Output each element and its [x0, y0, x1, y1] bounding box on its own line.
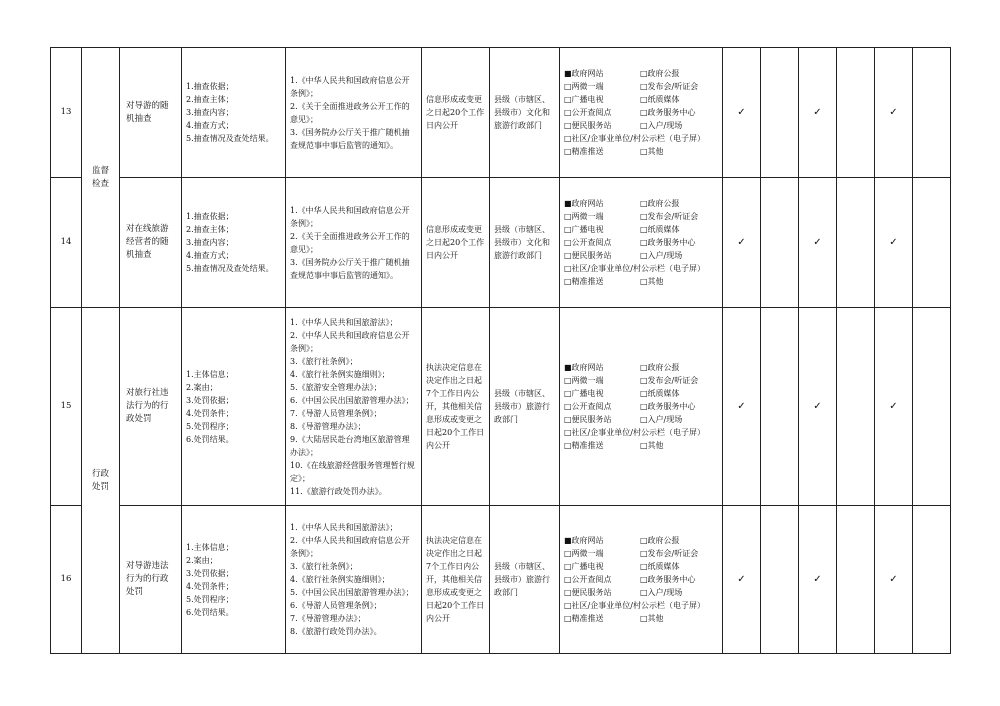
list-entry: 1.抽查依据； [186, 82, 234, 91]
time-limit: 信息形成或变更之日起20个工作日内公开 [422, 178, 490, 308]
category-label: 行政处罚 [91, 468, 109, 492]
list-entry: 4.《旅行社条例实施细则》； [290, 575, 390, 584]
channel-option: ■政府网站 [564, 363, 604, 372]
subject: 县级（市辖区、县级市）文化和旅游行政部门 [490, 178, 560, 308]
list-entry: 5.处罚程序； [186, 421, 234, 431]
list-entry: 1.主体信息； [186, 542, 234, 552]
list-entry: 3.处罚依据； [186, 395, 234, 405]
table-row [51, 506, 951, 654]
check-cell [913, 308, 951, 506]
channel-option: □广播电视 [564, 562, 604, 571]
channel-option: □入户/现场 [640, 415, 683, 424]
list-entry: 2.《中华人民共和国政府信息公开条例》； [290, 536, 410, 558]
list-entry: 4.处罚条件； [186, 581, 234, 591]
row-number: 15 [51, 308, 82, 506]
content-list [182, 48, 286, 178]
channel-option: □便民服务站 [564, 415, 612, 424]
channel-grid [560, 67, 722, 158]
category-cell [82, 308, 120, 654]
channel-option: □公开查阅点 [564, 108, 612, 117]
list-entry: 3.《旅行社条例》； [290, 562, 358, 571]
list-entry: 7.《导游管理办法》； [290, 614, 366, 623]
subject: 县级（市辖区、县级市）旅游行政部门 [490, 506, 560, 654]
channel-grid [560, 534, 722, 625]
list-entry: 4.抽查方式； [186, 251, 234, 260]
check-cell [913, 178, 951, 308]
channel-option: □政务服务中心 [640, 575, 696, 584]
subject: 县级（市辖区、县级市）旅游行政部门 [490, 308, 560, 506]
item-name: 对导游的随机抽查 [120, 48, 182, 178]
list-entry: 3.抽查内容； [186, 108, 234, 117]
channel-option: □其他 [640, 277, 664, 286]
check-cell [837, 178, 875, 308]
list-entry: 11.《旅游行政处罚办法》。 [290, 486, 387, 496]
list-entry: 1.主体信息； [186, 369, 234, 379]
check-cell [761, 178, 799, 308]
channel-option: □社区/企事业单位/村公示栏（电子屏） [564, 134, 705, 143]
channel-option: □发布会/听证会 [640, 212, 699, 221]
channel-option: □政府公报 [640, 199, 680, 208]
channel-option: □公开查阅点 [564, 575, 612, 584]
list-entry: 8.《旅游行政处罚办法》。 [290, 627, 382, 636]
list-entry: 1.《中华人民共和国政府信息公开条例》； [290, 75, 410, 98]
list-entry: 2.《中华人民共和国政府信息公开条例》； [290, 330, 410, 353]
list-entry: 1.《中华人民共和国旅游法》； [290, 317, 398, 327]
check-cell [837, 506, 875, 654]
list-entry: 2.案由； [186, 555, 218, 565]
channel-option: □两微一端 [564, 549, 604, 558]
list-entry: 4.处罚条件； [186, 408, 234, 418]
channel-grid [560, 361, 722, 452]
channel-option: ■政府网站 [564, 536, 604, 545]
channels [560, 308, 723, 506]
channel-option: □纸质媒体 [640, 562, 680, 571]
subject: 县级（市辖区、县级市）文化和旅游行政部门 [490, 48, 560, 178]
channel-option: □便民服务站 [564, 121, 612, 130]
channels [560, 48, 723, 178]
basis-list [286, 178, 422, 308]
check-cell [837, 48, 875, 178]
check-cell [761, 506, 799, 654]
list-entry: 2.抽查主体； [186, 95, 234, 104]
channel-option: □纸质媒体 [640, 95, 680, 104]
content-list [182, 308, 286, 506]
channel-option: ■政府网站 [564, 199, 604, 208]
channel-option: □两微一端 [564, 82, 604, 91]
basis-list [286, 48, 422, 178]
channel-option: □广播电视 [564, 95, 604, 104]
list-entry: 7.《导游人员管理条例》； [290, 408, 382, 418]
channel-option: □精准推送 [564, 614, 604, 623]
list-entry: 2.抽查主体； [186, 225, 234, 234]
time-limit: 信息形成或变更之日起20个工作日内公开 [422, 48, 490, 178]
list-entry: 1.《中华人民共和国政府信息公开条例》； [290, 205, 410, 228]
channel-option: □其他 [640, 147, 664, 156]
list-entry: 2.《关于全面推进政务公开工作的意见》； [290, 231, 410, 254]
list-entry: 4.《旅行社条例实施细则》； [290, 369, 390, 379]
channel-option: □精准推送 [564, 277, 604, 286]
channel-option: □政务服务中心 [640, 238, 696, 247]
list-entry: 5.处罚程序； [186, 594, 234, 604]
channel-option: □政府公报 [640, 536, 680, 545]
channel-option: □便民服务站 [564, 588, 612, 597]
check-cell: ✓ [723, 48, 761, 178]
channel-option: □发布会/听证会 [640, 549, 699, 558]
list-entry: 5.抽查情况及查处结果。 [186, 134, 274, 143]
channel-option: □政府公报 [640, 363, 680, 372]
channel-option: □纸质媒体 [640, 389, 680, 398]
channel-option: □其他 [640, 441, 664, 450]
channel-option: □精准推送 [564, 147, 604, 156]
channel-option: □政务服务中心 [640, 402, 696, 411]
check-cell: ✓ [723, 178, 761, 308]
time-limit: 执法决定信息在决定作出之日起7个工作日内公开，其他相关信息形成或变更之日起20个工作日内公开 [422, 506, 490, 654]
channel-option: □纸质媒体 [640, 225, 680, 234]
item-name: 对导游违法行为的行政处罚 [120, 506, 182, 654]
disclosure-table [50, 47, 951, 654]
channel-option: □两微一端 [564, 212, 604, 221]
item-name: 对在线旅游经营者的随机抽查 [120, 178, 182, 308]
item-name: 对旅行社违法行为的行政处罚 [120, 308, 182, 506]
check-cell [761, 308, 799, 506]
list-entry: 8.《导游管理办法》； [290, 421, 366, 431]
check-cell: ✓ [875, 178, 913, 308]
check-cell: ✓ [799, 308, 837, 506]
list-entry: 3.抽查内容； [186, 238, 234, 247]
channel-option: □其他 [640, 614, 664, 623]
check-cell: ✓ [723, 308, 761, 506]
channel-option: □发布会/听证会 [640, 376, 699, 385]
check-cell [913, 48, 951, 178]
check-cell [913, 506, 951, 654]
list-entry: 3.《旅行社条例》； [290, 356, 358, 366]
category-label: 监督检查 [91, 165, 109, 189]
check-cell [761, 48, 799, 178]
list-entry: 3.《国务院办公厅关于推广随机抽查规范事中事后监管的通知》。 [290, 257, 410, 280]
table-row [51, 308, 951, 506]
list-entry: 1.《中华人民共和国旅游法》； [290, 523, 398, 532]
channel-option: □广播电视 [564, 225, 604, 234]
list-entry: 2.案由； [186, 382, 218, 392]
channel-option: □社区/企事业单位/村公示栏（电子屏） [564, 264, 705, 273]
content-list [182, 178, 286, 308]
list-entry: 9.《大陆居民赴台湾地区旅游管理办法》； [290, 434, 410, 457]
channel-option: □入户/现场 [640, 251, 683, 260]
table-row [51, 48, 951, 178]
channel-option: □两微一端 [564, 376, 604, 385]
list-entry: 6.《中国公民出国旅游管理办法》； [290, 395, 414, 405]
row-number: 16 [51, 506, 82, 654]
list-entry: 5.抽查情况及查处结果。 [186, 264, 274, 273]
time-limit: 执法决定信息在决定作出之日起7个工作日内公开，其他相关信息形成或变更之日起20个工作日内公开 [422, 308, 490, 506]
channel-grid [560, 197, 722, 288]
channel-option: □社区/企事业单位/村公示栏（电子屏） [564, 601, 705, 610]
channel-option: □精准推送 [564, 441, 604, 450]
channel-option: □社区/企事业单位/村公示栏（电子屏） [564, 428, 705, 437]
channel-option: □政务服务中心 [640, 108, 696, 117]
row-number: 13 [51, 48, 82, 178]
channel-option: □公开查阅点 [564, 238, 612, 247]
content-list [182, 506, 286, 654]
check-cell [837, 308, 875, 506]
check-cell: ✓ [875, 506, 913, 654]
check-cell: ✓ [875, 48, 913, 178]
channel-option: □发布会/听证会 [640, 82, 699, 91]
channel-option: □政府公报 [640, 69, 680, 78]
channel-option: □公开查阅点 [564, 402, 612, 411]
check-cell: ✓ [799, 48, 837, 178]
channels [560, 506, 723, 654]
channel-option: □入户/现场 [640, 121, 683, 130]
basis-list [286, 506, 422, 654]
channel-option: □便民服务站 [564, 251, 612, 260]
list-entry: 6.《导游人员管理条例》； [290, 601, 382, 610]
list-entry: 4.抽查方式； [186, 121, 234, 130]
list-entry: 1.抽查依据； [186, 212, 234, 221]
list-entry: 6.处罚结果。 [186, 434, 234, 444]
table-row [51, 178, 951, 308]
channel-option: □广播电视 [564, 389, 604, 398]
check-cell: ✓ [799, 178, 837, 308]
basis-list [286, 308, 422, 506]
check-cell: ✓ [723, 506, 761, 654]
channel-option: ■政府网站 [564, 69, 604, 78]
list-entry: 5.《中国公民出国旅游管理办法》； [290, 588, 414, 597]
channels [560, 178, 723, 308]
category-cell [82, 48, 120, 308]
list-entry: 3.处罚依据； [186, 568, 234, 578]
check-cell: ✓ [875, 308, 913, 506]
list-entry: 2.《关于全面推进政务公开工作的意见》； [290, 101, 410, 124]
list-entry: 5.《旅游安全管理办法》； [290, 382, 382, 392]
list-entry: 6.处罚结果。 [186, 607, 234, 617]
list-entry: 10.《在线旅游经营服务管理暂行规定》； [290, 460, 415, 483]
check-cell: ✓ [799, 506, 837, 654]
channel-option: □入户/现场 [640, 588, 683, 597]
list-entry: 3.《国务院办公厅关于推广随机抽查规范事中事后监管的通知》。 [290, 127, 410, 150]
row-number: 14 [51, 178, 82, 308]
